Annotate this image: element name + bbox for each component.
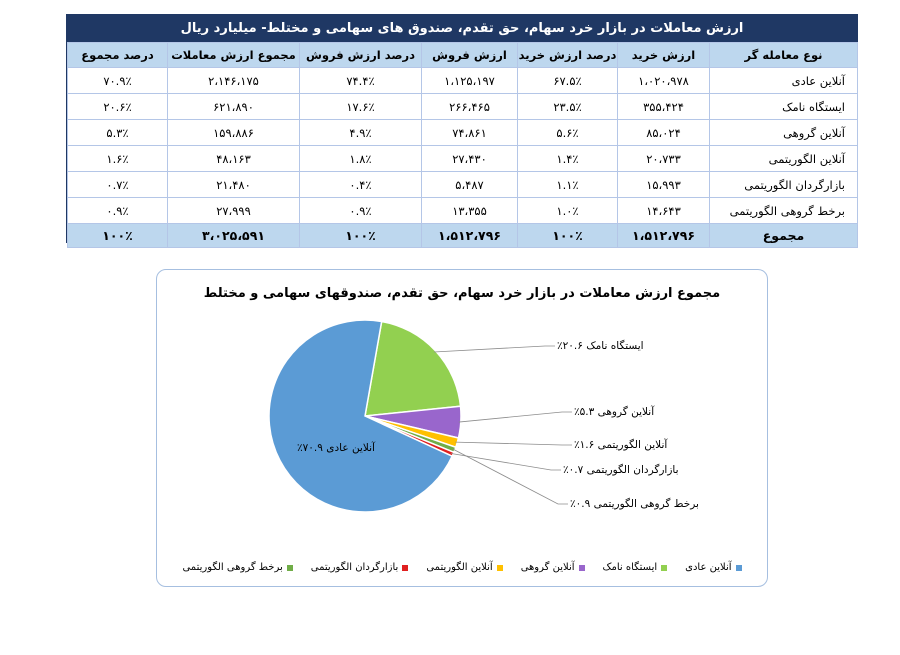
slice-label: بازارگردان الگوریتمی ۰.۷٪ (563, 464, 679, 476)
slice-label: آنلاین عادی ۷۰.۹٪ (297, 442, 375, 454)
cell: ۴۸،۱۶۳ (168, 146, 300, 172)
cell: ۱۰۰٪ (68, 224, 168, 248)
legend-label: آنلاین عادی (685, 562, 732, 573)
cell: ۰.۹٪ (68, 198, 168, 224)
col-header: درصد ارزش فروش (300, 43, 422, 68)
cell: ۲۷،۴۳۰ (422, 146, 518, 172)
col-header: درصد ارزش خرید (518, 43, 618, 68)
cell: ۱.۸٪ (300, 146, 422, 172)
cell: ۱۰۰٪ (518, 224, 618, 248)
table-total-row (68, 224, 858, 248)
cell-total-label: مجموع (710, 224, 858, 248)
cell: ۱.۰٪ (518, 198, 618, 224)
cell: ۰.۷٪ (68, 172, 168, 198)
cell: ۳،۰۲۵،۵۹۱ (168, 224, 300, 248)
cell-trader-type: آنلاین گروهی (710, 120, 858, 146)
legend-item (521, 562, 585, 573)
cell-trader-type: آنلاین عادی (710, 68, 858, 94)
cell: ۲۰.۶٪ (68, 94, 168, 120)
cell: ۲،۱۴۶،۱۷۵ (168, 68, 300, 94)
legend-label: آنلاین گروهی (520, 562, 575, 573)
col-header: نوع معامله گر (710, 43, 858, 68)
slice-label: آنلاین گروهی ۵.۳٪ (574, 406, 655, 418)
pie-chart-card (156, 269, 768, 587)
cell: ۲۰،۷۳۳ (618, 146, 710, 172)
cell: ۲۷،۹۹۹ (168, 198, 300, 224)
cell: ۲۶۶،۴۶۵ (422, 94, 518, 120)
cell: ۸۵،۰۲۴ (618, 120, 710, 146)
cell: ۱،۰۲۰،۹۷۸ (618, 68, 710, 94)
legend-swatch (579, 565, 585, 571)
trades-table (66, 14, 858, 243)
cell: ۵.۳٪ (68, 120, 168, 146)
legend-label: ایستگاه نامک (602, 562, 658, 573)
table-row (68, 172, 858, 198)
table-row (68, 146, 858, 172)
table-row (68, 198, 858, 224)
legend-label: برخط گروهی الگوریتمی (182, 562, 283, 573)
cell: ۲۳.۵٪ (518, 94, 618, 120)
cell: ۵.۶٪ (518, 120, 618, 146)
slice-label: آنلاین الگوریتمی ۱.۶٪ (574, 439, 668, 451)
cell: ۲۱،۴۸۰ (168, 172, 300, 198)
table-row (68, 68, 858, 94)
cell: ۱۵۹،۸۸۶ (168, 120, 300, 146)
cell-trader-type: ایستگاه نامک (710, 94, 858, 120)
legend-swatch (661, 565, 667, 571)
cell-trader-type: برخط گروهی الگوریتمی (710, 198, 858, 224)
cell-trader-type: آنلاین الگوریتمی (710, 146, 858, 172)
cell: ۱۳،۳۵۵ (422, 198, 518, 224)
legend-item (603, 562, 668, 573)
cell: ۱.۴٪ (518, 146, 618, 172)
leader-line (459, 412, 572, 422)
cell: ۱۴،۶۴۳ (618, 198, 710, 224)
cell: ۰.۹٪ (300, 198, 422, 224)
table-header-row (68, 43, 858, 68)
col-header: ارزش خرید (618, 43, 710, 68)
cell: ۱۰۰٪ (300, 224, 422, 248)
col-header: ارزش فروش (422, 43, 518, 68)
cell: ۶۷.۵٪ (518, 68, 618, 94)
leader-line (451, 453, 561, 470)
legend-swatch (736, 565, 742, 571)
table-row (68, 94, 858, 120)
table-title: ارزش معاملات در بازار خرد سهام، حق تقدم، صندوق های سهامی و مختلط- میلیارد ریال (67, 15, 857, 42)
chart-legend (157, 562, 767, 573)
cell: ۳۵۵،۴۲۴ (618, 94, 710, 120)
legend-item (182, 562, 292, 573)
cell-trader-type: بازارگردان الگوریتمی (710, 172, 858, 198)
cell: ۴.۹٪ (300, 120, 422, 146)
legend-item (311, 562, 409, 573)
cell: ۱،۱۲۵،۱۹۷ (422, 68, 518, 94)
cell: ۱.۶٪ (68, 146, 168, 172)
legend-swatch (287, 565, 293, 571)
cell: ۷۰.۹٪ (68, 68, 168, 94)
col-header: درصد مجموع (68, 43, 168, 68)
pie-chart (157, 270, 769, 588)
legend-label: بازارگردان الگوریتمی (310, 562, 399, 573)
legend-swatch (497, 565, 503, 571)
leader-line (455, 442, 572, 445)
col-header: مجموع ارزش معاملات (168, 43, 300, 68)
table-row (68, 120, 858, 146)
cell: ۷۴،۸۶۱ (422, 120, 518, 146)
slice-label: برخط گروهی الگوریتمی ۰.۹٪ (570, 498, 699, 510)
cell: ۱،۵۱۲،۷۹۶ (422, 224, 518, 248)
leader-line (453, 449, 568, 504)
table-grid (67, 42, 858, 248)
legend-label: آنلاین الگوریتمی (426, 562, 493, 573)
cell: ۷۴.۴٪ (300, 68, 422, 94)
chart-title: مجموع ارزش معاملات در بازار خرد سهام، حق تقدم، صندوقهای سهامی و مختلط (203, 286, 721, 301)
legend-swatch (402, 565, 408, 571)
slice-label: ایستگاه نامک ۲۰.۶٪ (557, 340, 644, 352)
cell: ۱۵،۹۹۳ (618, 172, 710, 198)
legend-item (426, 562, 502, 573)
cell: ۶۲۱،۸۹۰ (168, 94, 300, 120)
leader-line (434, 346, 555, 352)
cell: ۰.۴٪ (300, 172, 422, 198)
cell: ۱۷.۶٪ (300, 94, 422, 120)
cell: ۱،۵۱۲،۷۹۶ (618, 224, 710, 248)
cell: ۱.۱٪ (518, 172, 618, 198)
legend-item (685, 562, 741, 573)
cell: ۵،۴۸۷ (422, 172, 518, 198)
